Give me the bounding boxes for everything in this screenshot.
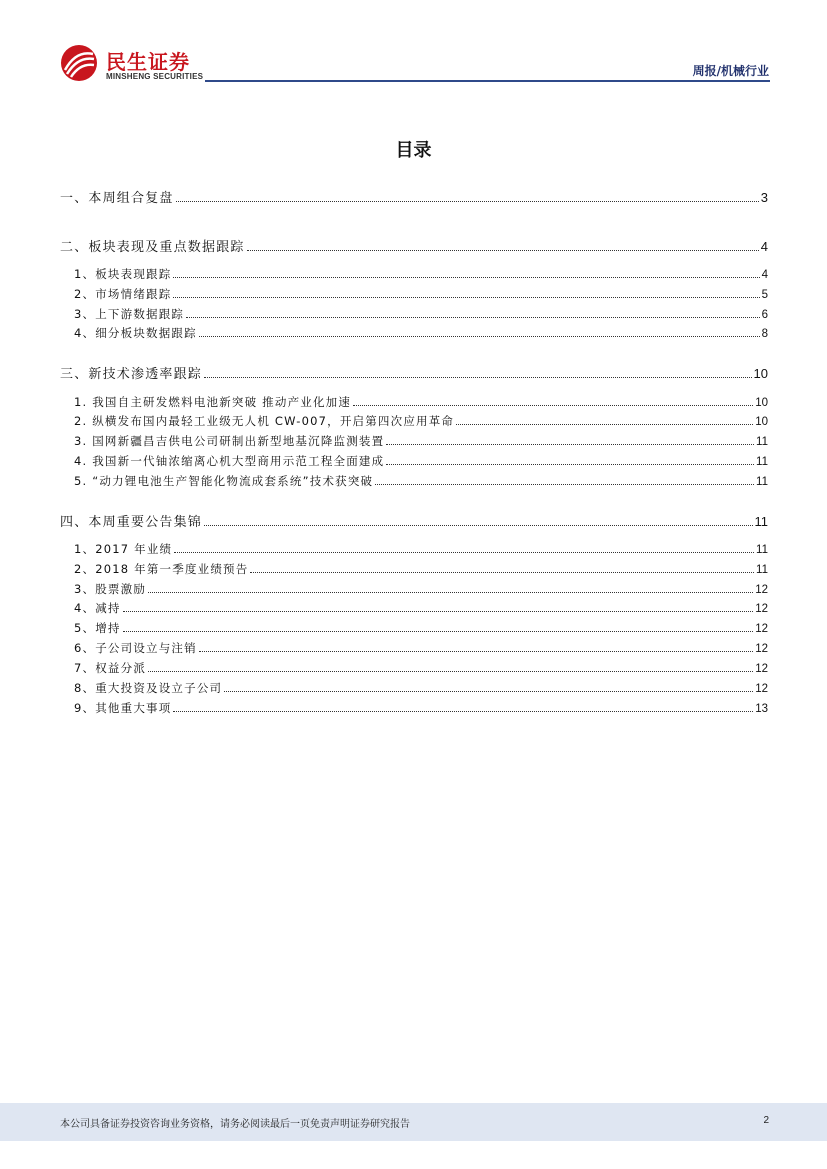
toc-subsection[interactable] — [74, 473, 768, 489]
toc-subsection[interactable] — [74, 266, 768, 282]
toc-page-number: 12 — [755, 663, 768, 675]
toc-entry-label: 4. 我国新一代铀浓缩离心机大型商用示范工程全面建成 — [74, 454, 385, 468]
toc-page-number: 12 — [755, 623, 768, 635]
toc-entry-label: 5. “动力锂电池生产智能化物流成套系统”技术获突破 — [74, 474, 374, 488]
toc-page-number: 10 — [755, 416, 768, 428]
toc-leader-dots — [148, 592, 753, 593]
toc-subsection[interactable] — [74, 561, 768, 577]
toc-page-number: 12 — [755, 603, 768, 615]
toc-subsection[interactable] — [74, 394, 768, 410]
toc-entry-label: 四、本周重要公告集锦 — [60, 515, 203, 530]
toc-subsection[interactable] — [74, 325, 768, 341]
toc-leader-dots — [386, 464, 754, 465]
toc-leader-dots — [123, 611, 754, 612]
toc-entry-label: 4、减持 — [74, 601, 121, 615]
toc-page-number: 11 — [754, 514, 768, 529]
toc-entry-label: 6、子公司设立与注销 — [74, 641, 197, 655]
toc-leader-dots — [353, 405, 753, 406]
toc-subsection[interactable] — [74, 581, 768, 597]
toc-entry-label: 1、2017 年业绩 — [74, 542, 173, 556]
toc-entry-label: 2、市场情绪跟踪 — [74, 287, 172, 301]
toc-leader-dots — [224, 691, 753, 692]
toc-subsection[interactable] — [74, 660, 768, 676]
toc-section-3[interactable] — [60, 363, 768, 382]
toc-subsection[interactable] — [74, 700, 768, 716]
toc-page-number: 8 — [761, 328, 768, 340]
toc-page-number: 4 — [761, 269, 768, 281]
toc-page-number: 6 — [761, 309, 768, 321]
toc-leader-dots — [148, 671, 753, 672]
toc-leader-dots — [250, 572, 754, 573]
toc-leader-dots — [375, 484, 754, 485]
toc-leader-dots — [123, 631, 754, 632]
toc-page-number: 11 — [756, 544, 768, 556]
toc-page-number: 11 — [756, 436, 768, 448]
toc-leader-dots — [173, 297, 759, 298]
toc-page-number: 4 — [760, 239, 768, 254]
toc-leader-dots — [199, 651, 753, 652]
toc-entry-label: 三、新技术渗透率跟踪 — [60, 367, 203, 382]
toc-subsection[interactable] — [74, 680, 768, 696]
toc-leader-dots — [173, 277, 759, 278]
page-header — [0, 0, 827, 90]
footer-page-number: 2 — [763, 1115, 769, 1126]
toc-page-number: 10 — [755, 397, 768, 409]
toc-title: 目录 — [395, 140, 432, 161]
toc-entry-label: 1. 我国自主研发燃料电池新突破 推动产业化加速 — [74, 395, 352, 409]
toc-entry-label: 8、重大投资及设立子公司 — [74, 681, 223, 695]
toc-subsection[interactable] — [74, 600, 768, 616]
logo-english-name: MINSHENG SECURITIES — [106, 72, 204, 81]
toc-leader-dots — [173, 711, 753, 712]
toc-page-number: 10 — [753, 366, 768, 381]
toc-page-number: 11 — [756, 456, 768, 468]
toc-entry-label: 二、板块表现及重点数据跟踪 — [60, 240, 245, 255]
minsheng-logo — [60, 44, 210, 84]
toc-entry-label: 一、本周组合复盘 — [60, 191, 174, 206]
toc-subsection[interactable] — [74, 620, 768, 636]
toc-subsection[interactable] — [74, 413, 768, 429]
toc-section-2[interactable] — [60, 236, 768, 255]
toc-subsection[interactable] — [74, 306, 768, 322]
toc-leader-dots — [174, 552, 754, 553]
toc-leader-dots — [199, 336, 760, 337]
toc-page-number: 3 — [760, 190, 768, 205]
toc-entry-label: 3、股票激励 — [74, 582, 147, 596]
toc-entry-label: 7、权益分派 — [74, 661, 147, 675]
toc-leader-dots — [247, 250, 759, 251]
toc-entry-label: 9、其他重大事项 — [74, 701, 172, 715]
toc-page-number: 12 — [755, 683, 768, 695]
toc-leader-dots — [204, 525, 752, 526]
toc-entry-label: 5、增持 — [74, 621, 121, 635]
header-divider — [205, 80, 770, 82]
toc-entry-label: 4、细分板块数据跟踪 — [74, 326, 197, 340]
toc-entry-label: 3、上下游数据跟踪 — [74, 307, 185, 321]
report-type-label: 周报/机械行业 — [692, 64, 769, 78]
toc-entry-label: 2、2018 年第一季度业绩预告 — [74, 562, 249, 576]
toc-subsection[interactable] — [74, 640, 768, 656]
toc-subsection[interactable] — [74, 453, 768, 469]
toc-section-1[interactable] — [60, 187, 768, 206]
toc-entry-label: 3. 国网新疆昌吉供电公司研制出新型地基沉降监测装置 — [74, 434, 385, 448]
page-footer — [0, 1103, 827, 1141]
toc-section-4[interactable] — [60, 511, 768, 530]
logo-chinese-name: 民生证券 — [106, 50, 190, 74]
toc-leader-dots — [186, 317, 759, 318]
toc-page-number: 11 — [756, 564, 768, 576]
toc-leader-dots — [456, 424, 753, 425]
toc-leader-dots — [176, 201, 759, 202]
toc-page-number: 12 — [755, 584, 768, 596]
toc-subsection[interactable] — [74, 286, 768, 302]
toc-page-number: 5 — [761, 289, 768, 301]
toc-entry-label: 1、板块表现跟踪 — [74, 267, 172, 281]
toc-subsection[interactable] — [74, 433, 768, 449]
toc-page-number: 11 — [756, 476, 768, 488]
toc-leader-dots — [204, 377, 752, 378]
toc-entry-label: 2. 纵横发布国内最轻工业级无人机 CW-007，开启第四次应用革命 — [74, 414, 455, 428]
toc-page-number: 12 — [755, 643, 768, 655]
toc-subsection[interactable] — [74, 541, 768, 557]
footer-disclaimer: 本公司具备证券投资咨询业务资格，请务必阅读最后一页免责声明证券研究报告 — [60, 1119, 410, 1130]
toc-leader-dots — [386, 444, 754, 445]
minsheng-logo-icon — [60, 44, 98, 82]
toc-page-number: 13 — [755, 703, 768, 715]
